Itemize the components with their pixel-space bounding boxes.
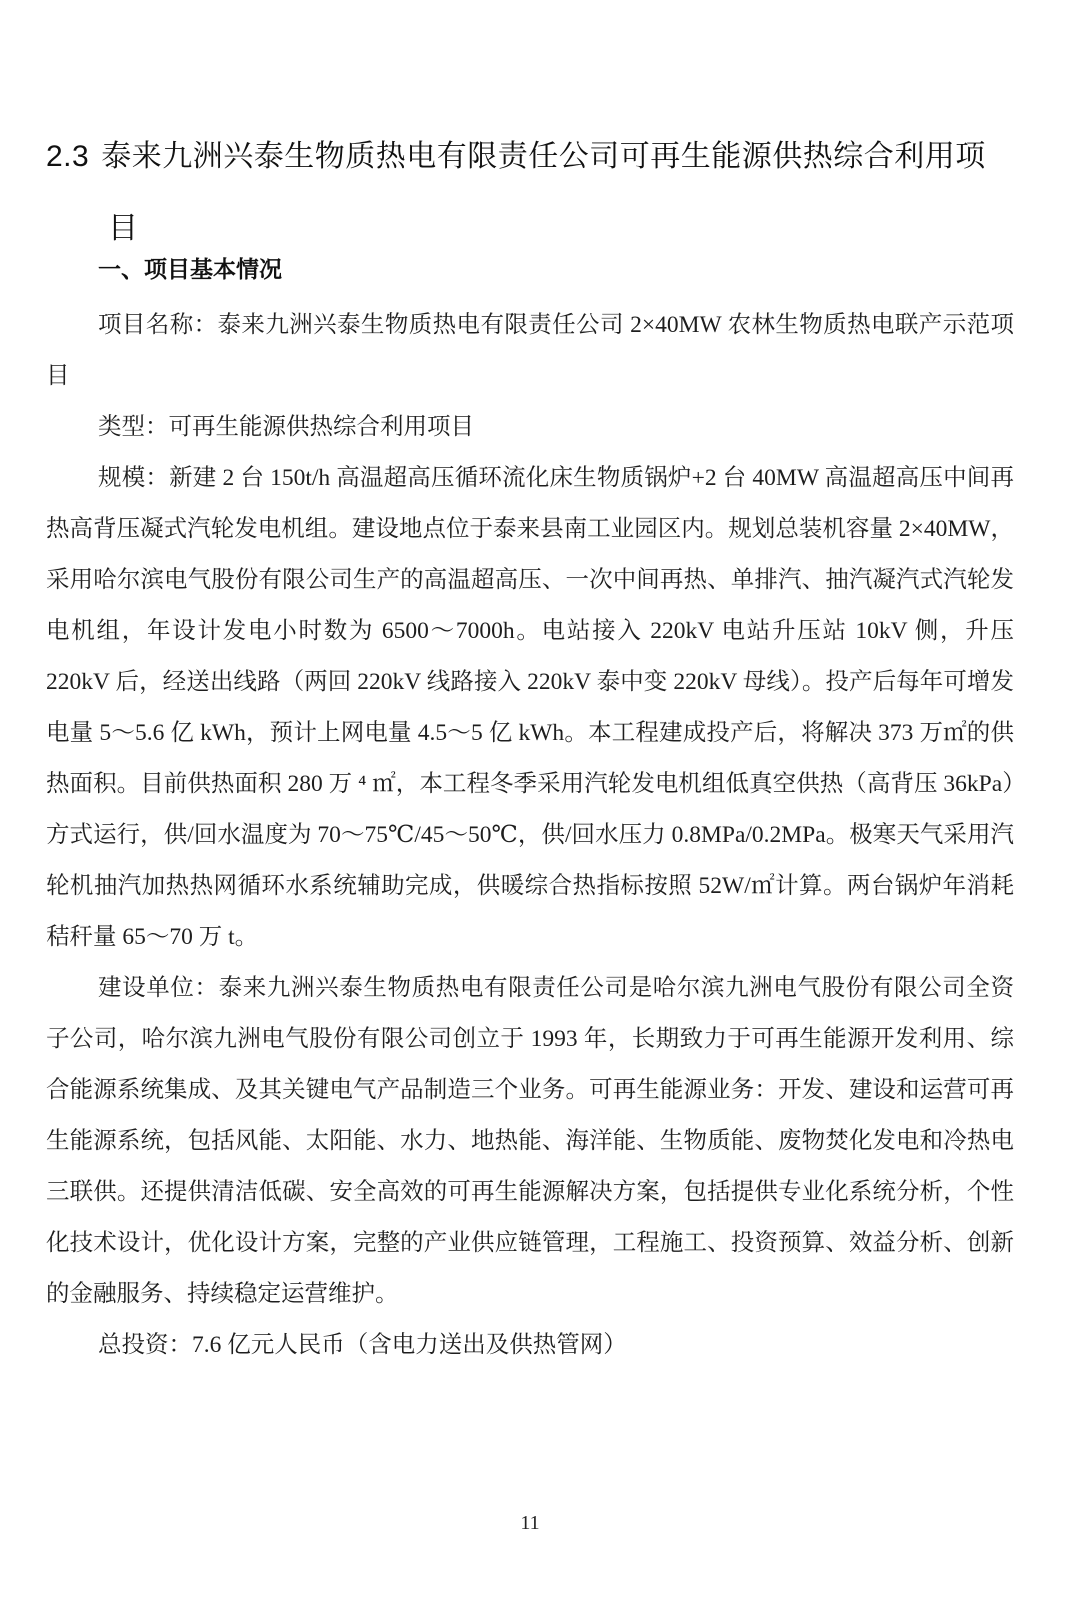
paragraph-project-name (46, 300, 1014, 402)
label-scale: 规模： (98, 465, 170, 491)
paragraph-type (46, 402, 1014, 453)
label-investment: 总投资： (98, 1332, 192, 1358)
label-project-name: 项目名称： (98, 312, 218, 338)
text-investment: 7.6 亿元人民币（含电力送出及供热管网） (192, 1332, 627, 1358)
paragraph-scale (46, 453, 1014, 963)
text-scale: 新建 2 台 150t/h 高温超高压循环流化床生物质锅炉+2 台 40MW 高温超高压中间再热高背压凝式汽轮发电机组。建设地点位于泰来县南工业园区内。规划总装机容量 2×40MW，采用哈尔滨电气股份有限公司生产的高温超高压、一次中间再热、单排汽、抽汽凝汽式汽轮发电机组，年设计发电小时数为 6500～7000h。电站接入 220kV 电站升压站 10kV 侧，升压 220kV 后，经送出线路（两回 220kV 线路接入 220kV 泰中变 220kV 母线）。投产后每年可增发电量 5～5.6 亿 kWh，预计上网电量 4.5～5 亿 kWh。本工程建成投产后，将解决 373 万㎡的供热面积。目前供热面积 280 万 ⁴ ㎡，本工程冬季采用汽轮发电机组低真空供热（高背压 36kPa）方式运行，供/回水温度为 70～75℃/45～50℃，供/回水压力 0.8MPa/0.2MPa。极寒天气采用汽轮机抽汽加热热网循环水系统辅助完成，供暖综合热指标按照 52W/㎡计算。两台锅炉年消耗秸秆量 65～70 万 t。 (46, 465, 1014, 950)
text-project-name: 泰来九洲兴泰生物质热电有限责任公司 2×40MW 农林生物质热电联产示范项目 (46, 312, 1014, 389)
heading-number: 2.3 (46, 139, 90, 173)
text-builder: 泰来九洲兴泰生物质热电有限责任公司是哈尔滨九洲电气股份有限公司全资子公司，哈尔滨九洲电气股份有限公司创立于 1993 年，长期致力于可再生能源开发利用、综合能源系统集成、及其关键电气产品制造三个业务。可再生能源业务：开发、建设和运营可再生能源系统，包括风能、太阳能、水力、地热能、海洋能、生物质能、废物焚化发电和冷热电三联供。还提供清洁低碳、安全高效的可再生能源解决方案，包括提供专业化系统分析，个性化技术设计，优化设计方案，完整的产业供应链管理，工程施工、投资预算、效益分析、创新的金融服务、持续稳定运营维护。 (46, 975, 1015, 1307)
paragraph-investment (46, 1320, 1014, 1371)
heading-title-line1: 泰来九洲兴泰生物质热电有限责任公司可再生能源供热综合利用项 (101, 139, 986, 173)
label-type: 类型： (98, 414, 169, 440)
body-paragraphs (46, 300, 1014, 1371)
paragraph-builder (46, 963, 1014, 1320)
page-number: 11 (520, 1512, 540, 1534)
label-builder: 建设单位： (98, 975, 219, 1001)
subsection-title: 一、项目基本情况 (98, 257, 282, 283)
heading-title-line2: 目 (108, 211, 139, 245)
text-type: 可再生能源供热综合利用项目 (168, 414, 474, 440)
section-heading (46, 121, 1036, 265)
